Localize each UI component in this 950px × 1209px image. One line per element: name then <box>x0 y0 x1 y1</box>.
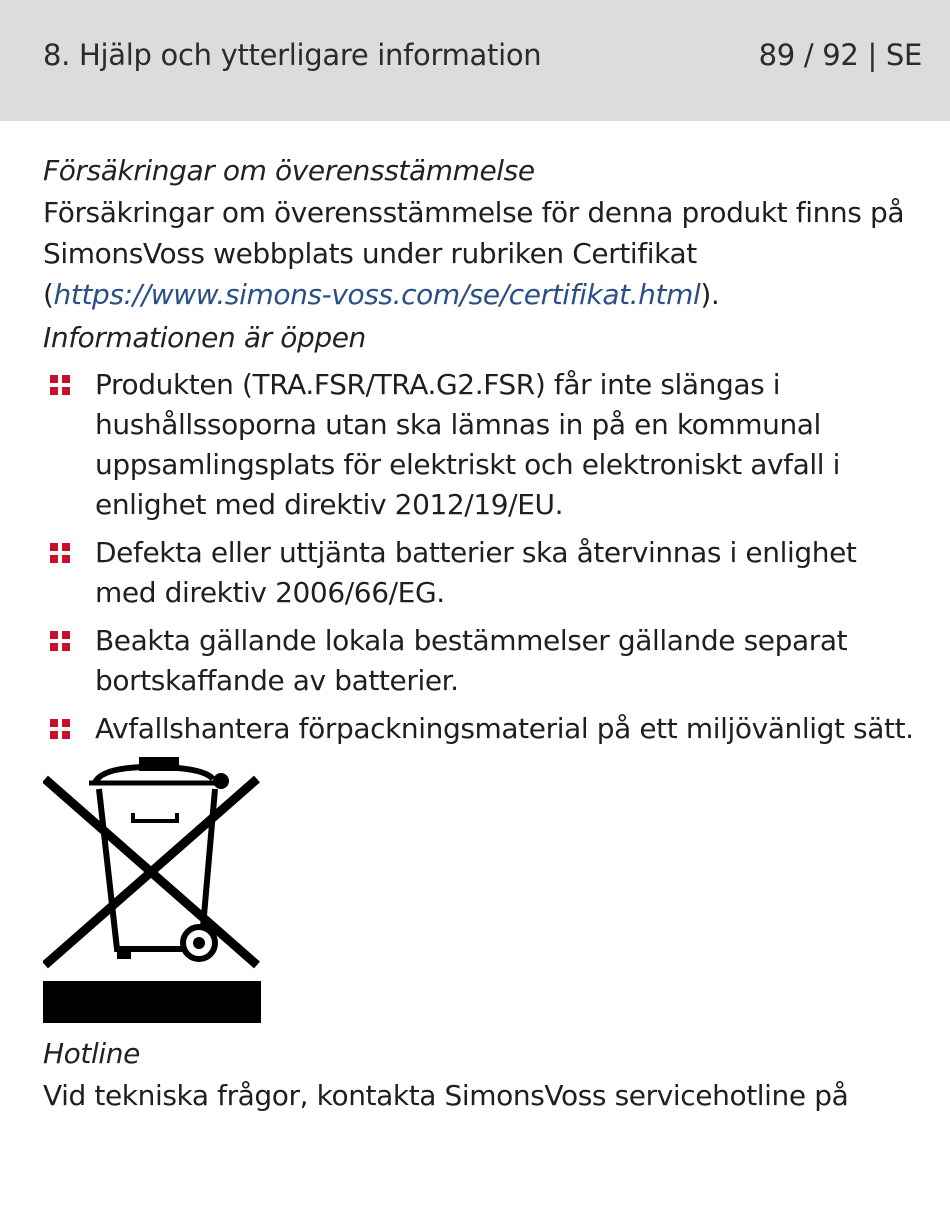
section-title: 8. Hjälp och ytterligare information <box>43 38 542 72</box>
list-item-text: Produkten (TRA.FSR/TRA.G2.FSR) får inte slängas i hushållssoporna utan ska lämnas in på en kommunal uppsamlingsplats för elektriskt och elektroniskt avfall i enlighet med direktiv 2012/19/EU. <box>95 368 840 521</box>
weee-symbol <box>43 757 261 1023</box>
weee-black-bar <box>43 981 261 1023</box>
open-info-heading: Informationen är öppen <box>43 321 366 354</box>
conformity-text: Försäkringar om överensstämmelse för denna produkt finns på SimonsVoss webbplats under rubriken Certifikat ( <box>43 196 905 311</box>
list-item-text: Beakta gällande lokala bestämmelser gällande separat bortskaffande av batterier. <box>95 624 848 697</box>
conformity-text-end: ). <box>700 278 720 311</box>
crossed-out-wheeled-bin-icon <box>43 757 261 969</box>
list-item-text: Avfallshantera förpackningsmaterial på ett miljövänligt sätt. <box>95 712 914 745</box>
disposal-list <box>43 365 923 749</box>
red-square-grid-icon <box>49 374 71 396</box>
red-square-grid-icon <box>49 630 71 652</box>
red-square-grid-icon <box>49 718 71 740</box>
conformity-heading: Försäkringar om överensstämmelse <box>43 154 535 187</box>
hotline-text: Vid tekniska frågor, kontakta SimonsVoss servicehotline på <box>43 1079 849 1112</box>
list-item-text: Defekta eller uttjänta batterier ska återvinnas i enlighet med direktiv 2006/66/EG. <box>95 536 857 609</box>
conformity-paragraph <box>43 192 923 315</box>
page-content <box>43 150 923 1116</box>
certificate-link[interactable]: https://www.simons-voss.com/se/certifikat.html <box>53 278 701 311</box>
page-header <box>0 0 950 121</box>
list-item <box>43 533 923 613</box>
list-item <box>43 365 923 525</box>
page-indicator: 89 / 92 | SE <box>758 38 922 72</box>
list-item <box>43 709 923 749</box>
red-square-grid-icon <box>49 542 71 564</box>
list-item <box>43 621 923 701</box>
hotline-heading: Hotline <box>43 1037 140 1070</box>
